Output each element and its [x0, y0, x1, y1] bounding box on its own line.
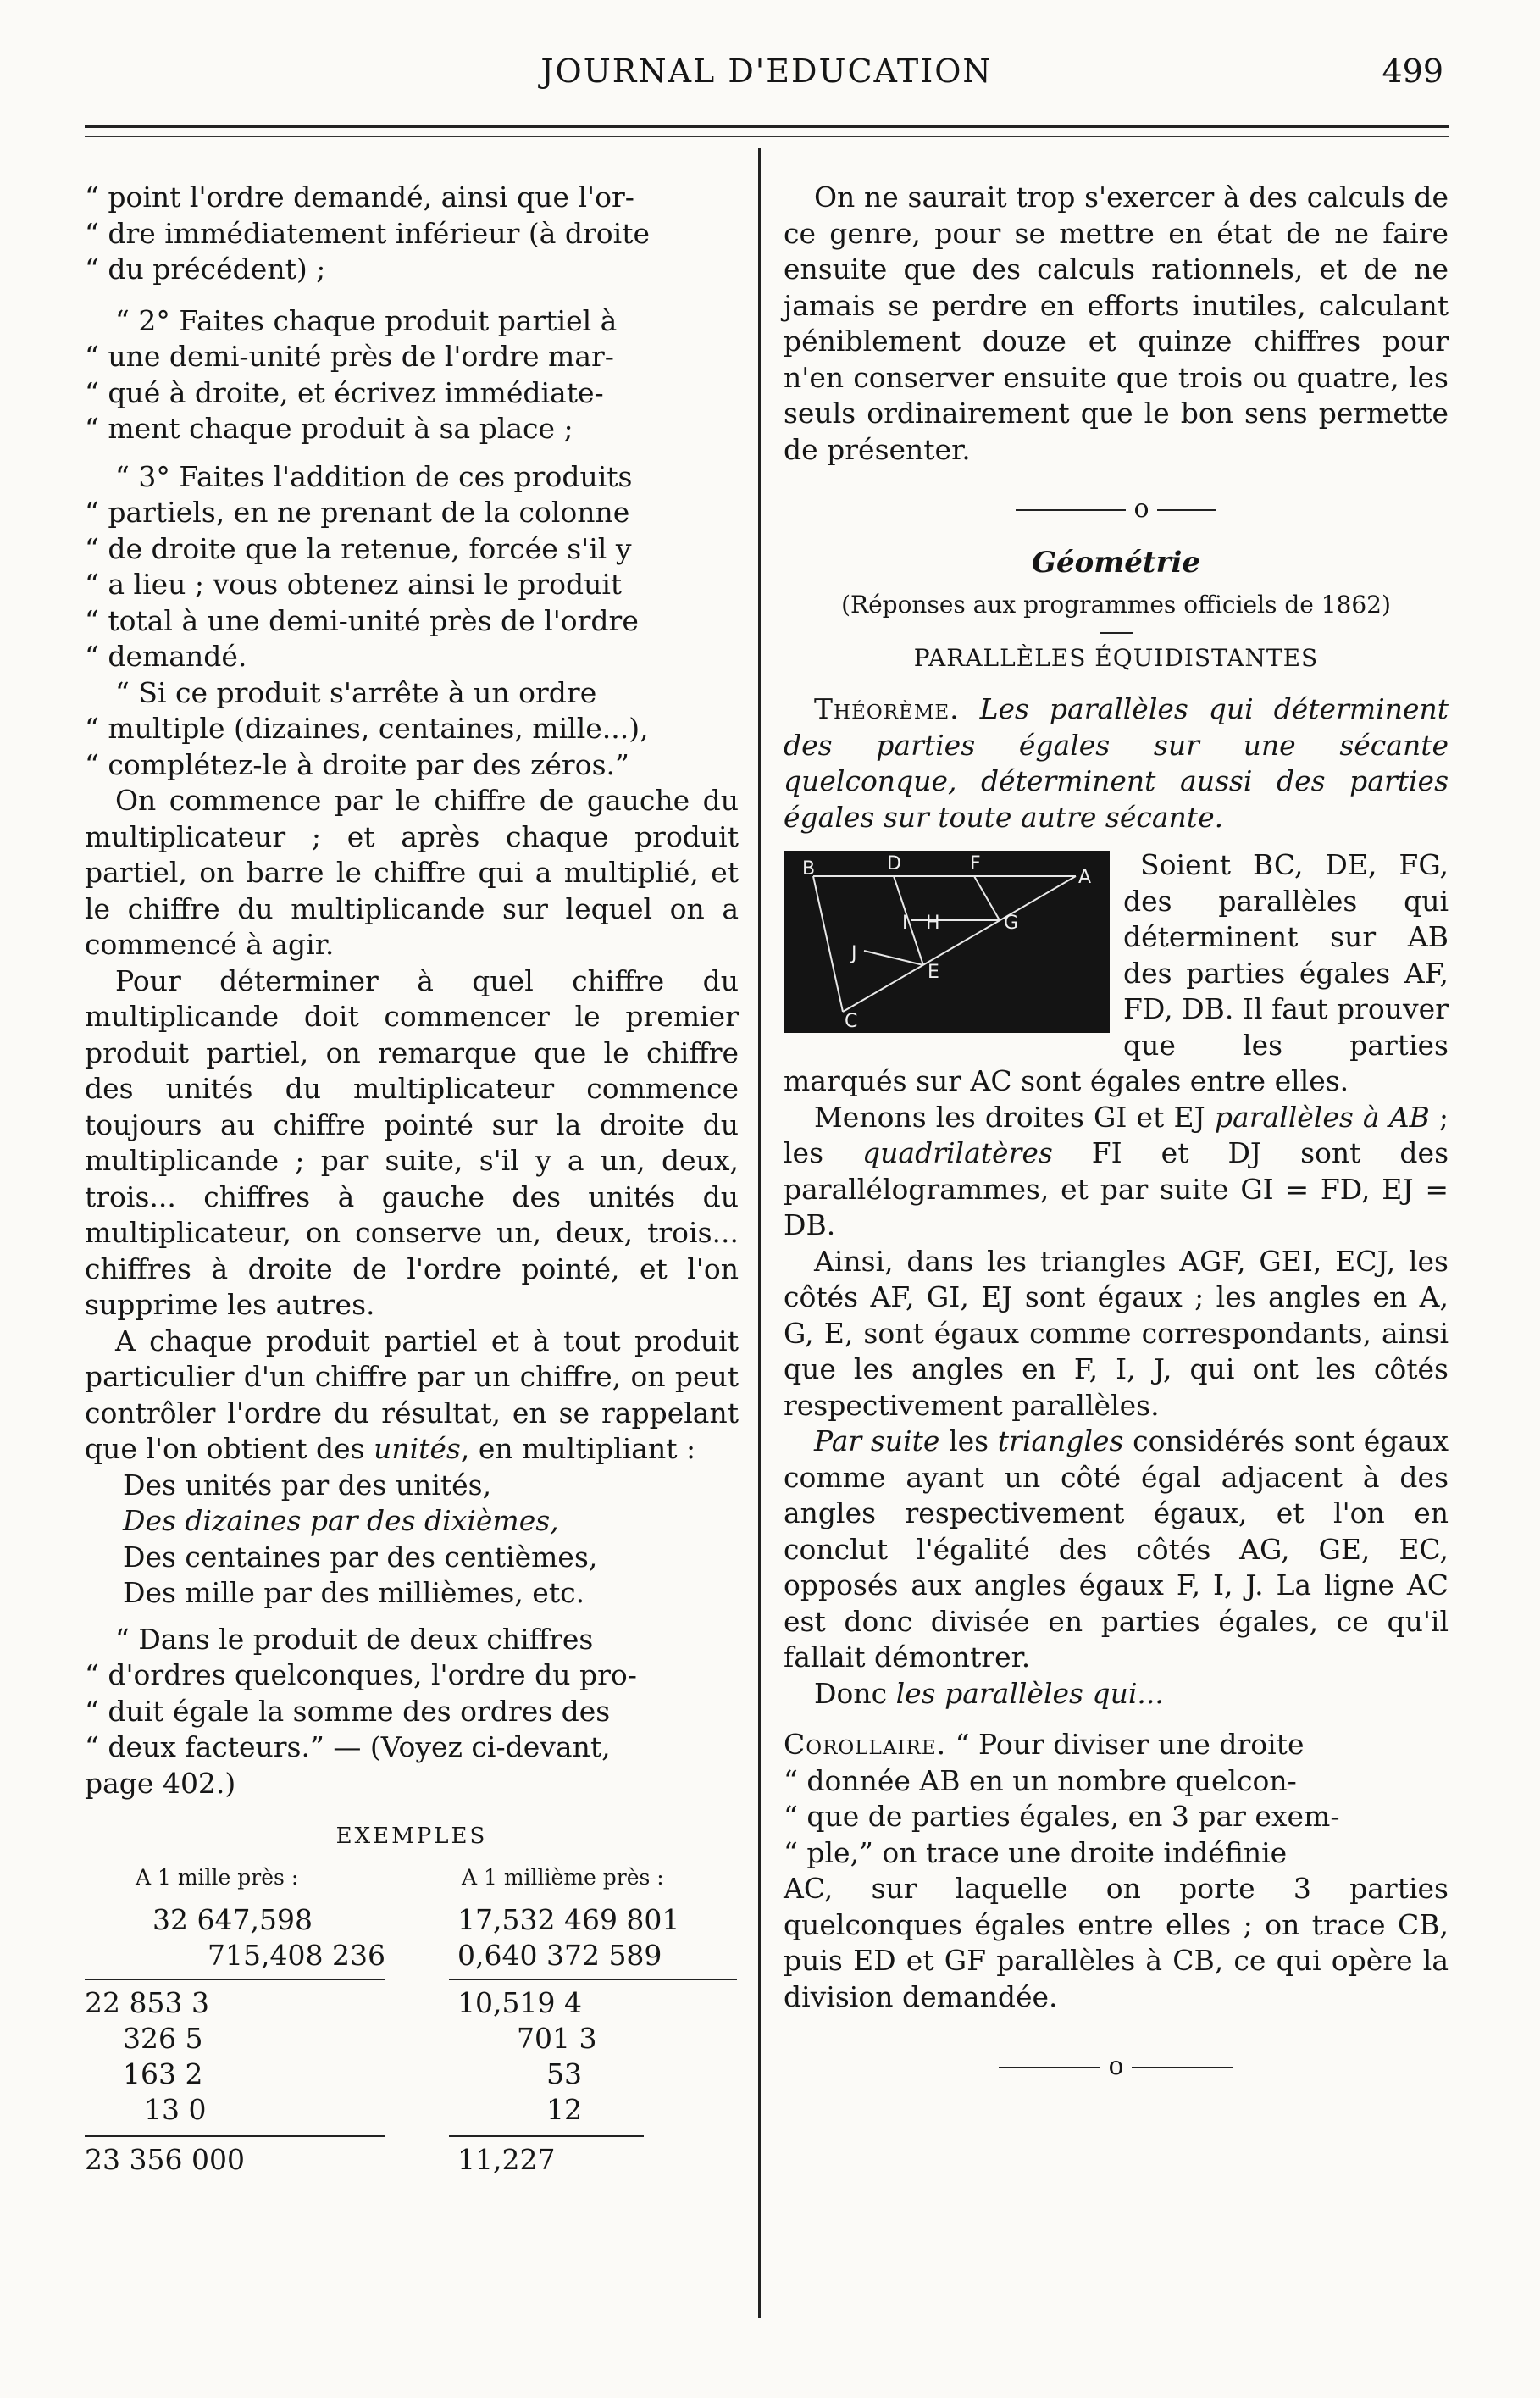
text-line: “ point l'ordre demandé, ainsi que l'or- [85, 180, 634, 214]
verse-line: Des mille par des millièmes, etc. [123, 1576, 585, 1609]
figure-label: B [802, 858, 816, 880]
text-line: “ de droite que la retenue, forcée s'il y [85, 531, 632, 565]
quote-block-c [85, 459, 739, 784]
total-rule [449, 2135, 644, 2137]
text-line: “ qué à droite, et écrivez immédiate- [85, 375, 604, 409]
figure-label: I [902, 913, 908, 934]
text-line: “ partiels, en ne prenant de la colonne [85, 496, 630, 529]
text-line: “ 2° Faites chaque produit partiel à [115, 303, 618, 337]
figure-label: H [926, 913, 940, 934]
text-line: “ a lieu ; vous obtenez ainsi le produit [85, 568, 623, 601]
paragraph: On commence par le chiffre de gauche du multiplicateur ; et après chaque produit partiel, on barre le chiffre qui a multiplié, et le chiffre du multiplicande sur lequel on a commencé à agir. [85, 784, 739, 961]
left-number: 22 853 3 [85, 1985, 209, 2019]
right-number: 10,519 4 [457, 1985, 582, 2019]
examples-table [85, 1860, 739, 2334]
verse-line: Des unités par des unités, [123, 1468, 492, 1502]
quote-block-a [85, 180, 739, 288]
paragraph: Par suite les triangles considérés sont égaux comme ayant un côté égal adjacent à des angles respectivement égaux, et l'on en conclut l'égalité des côtés AG, GE, EC, opposés aux angles égaux F, I, J. La ligne AC est donc divisée en parties égales, ce qu'il fallait démontrer. [784, 1424, 1449, 1674]
examples-left-head: A 1 mille près : [136, 1864, 299, 1890]
topic-heading: PARALLÈLES ÉQUIDISTANTES [913, 643, 1319, 672]
text-line: “ Dans le produit de deux chiffres [115, 1622, 594, 1656]
right-number: 17,532 469 801 [457, 1902, 680, 1936]
figure-label: A [1078, 867, 1092, 888]
text-line: “ dre immédiatement inférieur (à droite [85, 216, 650, 250]
text-line: page 402.) [85, 1766, 236, 1800]
text-line: “ donnée AB en un nombre quelcon- [784, 1763, 1297, 1797]
text-line: “ Si ce produit s'arrête à un ordre [115, 675, 597, 709]
theorem [784, 691, 1449, 835]
figure-label: C [845, 1011, 858, 1032]
column-divider [758, 148, 761, 2318]
end-separator: o [784, 2049, 1449, 2085]
corollary [784, 1727, 1449, 2015]
verse-line: Des centaines par des centièmes, [123, 1540, 598, 1574]
text-line: “ 3° Faites l'addition de ces produits [115, 459, 633, 493]
paragraph: A chaque produit partiel et à tout produit particulier d'un chiffre par un chiffre, on peut contrôler l'ordre du résultat, en se rappelant que l'on obtient des unités, en multipliant : [85, 1324, 739, 1465]
section-separator: o [784, 491, 1449, 528]
text-line: “ d'ordres quelconques, l'ordre du pro- [85, 1658, 637, 1691]
header-rule-thin [85, 136, 1449, 137]
section-title: Géométrie [1031, 545, 1201, 580]
paragraph: On ne saurait trop s'exercer à des calculs de ce genre, pour se mettre en état de ne faire ensuite que des calculs rationnels, et de ne jamais se perdre en efforts inutiles, calculant péniblement douze et quinze chiffres pour n'en conserver ensuite que trois ou quatre, les seuls ordinairement que le bon sens permette de présenter. [784, 180, 1449, 466]
right-number: 53 [546, 2057, 582, 2090]
left-total: 23 356 000 [85, 2142, 245, 2176]
right-number: 12 [546, 2092, 582, 2126]
paragraph: Soient BC, DE, FG, des parallèles qui déterminent sur AB des parties égales AF, FD, DB. Il faut prouver que les parties marqués sur AC sont égales entre elles. [784, 848, 1449, 1097]
left-number: 715,408 236 [208, 1938, 385, 1972]
right-total: 11,227 [457, 2142, 556, 2176]
figure-label: F [970, 853, 981, 874]
sum-rule [85, 1979, 385, 1980]
left-number: 163 2 [123, 2057, 203, 2090]
text-line: “ demandé. [85, 640, 247, 673]
proof-block [784, 847, 1449, 1100]
header-rule [85, 125, 1449, 128]
quote-block-b [85, 303, 739, 447]
left-number: 326 5 [123, 2021, 203, 2055]
left-number: 13 0 [144, 2092, 207, 2126]
total-rule [85, 2135, 385, 2137]
text-line: “ que de parties égales, en 3 par exem- [784, 1800, 1340, 1833]
figure-label: G [1004, 913, 1019, 934]
paragraph: Menons les droites GI et EJ parallèles à AB ; les quadrilatères FI et DJ sont des parallélogrammes, et par suite GI = FD, EJ = DB. [784, 1100, 1449, 1241]
parallel-lines-diagram [784, 851, 1110, 1033]
line-fg [974, 876, 1000, 920]
theorem-text: Les parallèles qui déterminent des parties égales sur une sécante quelconque, déterminent aussi des parties égales sur toute autre sécante. [784, 692, 1449, 834]
right-number: 0,640 372 589 [457, 1938, 662, 1972]
text-line: “ complétez-le à droite par des zéros.” [85, 747, 629, 781]
text-line: “ du précédent) ; [85, 253, 326, 286]
text-line: “ multiple (dizaines, centaines, mille...), [85, 712, 649, 745]
text-line: “ deux facteurs.” — (Voyez ci-devant, [85, 1730, 611, 1763]
line-ac [843, 876, 1076, 1012]
text-line: “ ment chaque produit à sa place ; [85, 412, 573, 445]
examples-title: EXEMPLES [335, 1823, 488, 1849]
verse-line: Des dizaines par des dixièmes, [123, 1504, 559, 1537]
figure-label: J [851, 943, 857, 964]
corollary-label: Corollaire. [784, 1728, 947, 1761]
verse-list [85, 1468, 739, 1612]
paragraph: AC, sur laquelle on porte 3 parties quelconques égales entre elles ; on trace CB, puis ED et GF parallèles à CB, ce qui opère la division demandée. [784, 1872, 1449, 2013]
left-column [85, 180, 739, 2334]
theorem-label: Théorème. [814, 692, 960, 725]
journal-title: JOURNAL D'EDUCATION [540, 53, 993, 90]
line-bc [813, 876, 843, 1012]
left-number: 32 647,598 [152, 1902, 313, 1936]
line-ej [864, 951, 923, 965]
section-subtitle: (Réponses aux programmes officiels de 1862) [841, 591, 1391, 619]
text-line: “ une demi-unité près de l'ordre mar- [85, 340, 614, 373]
text-line: Corollaire. “ Pour diviser une droite [784, 1728, 1305, 1761]
quote-block-d [85, 1622, 739, 1802]
right-number: 701 3 [517, 2021, 597, 2055]
dash-rule [1100, 632, 1133, 634]
paragraph: Pour déterminer à quel chiffre du multiplicande doit commencer le premier produit partiel, on remarque que le chiffre des unités du multiplicateur commence toujours au chiffre pointé sur la droite du multiplicande ; par suite, s'il y a un, deux, trois... chiffres à gauche des unités du multiplicateur, on conserve un, deux, trois... chiffres à droite de l'ordre pointé, et l'on supprime les autres. [85, 963, 739, 1321]
text-line: “ duit égale la somme des ordres des [85, 1694, 611, 1728]
page-number: 499 [1382, 53, 1443, 90]
figure-label: D [887, 853, 901, 874]
paragraph: Ainsi, dans les triangles AGF, GEI, ECJ, les côtés AF, GI, EJ sont égaux ; les angles en A, G, E, sont égaux comme correspondants, ainsi que les angles en F, I, J, qui ont les côtés respectivement parallèles. [784, 1244, 1449, 1422]
paragraph: Donc les parallèles qui... [814, 1676, 1164, 1710]
geometry-figure [784, 851, 1110, 1033]
examples-right-head: A 1 millième près : [462, 1864, 664, 1890]
figure-label: E [928, 962, 939, 983]
right-column [784, 180, 1449, 2102]
page-header [85, 49, 1449, 100]
text-line: “ total à une demi-unité près de l'ordre [85, 603, 639, 637]
sum-rule [449, 1979, 737, 1980]
text-line: “ ple,” on trace une droite indéfinie [784, 1835, 1288, 1869]
